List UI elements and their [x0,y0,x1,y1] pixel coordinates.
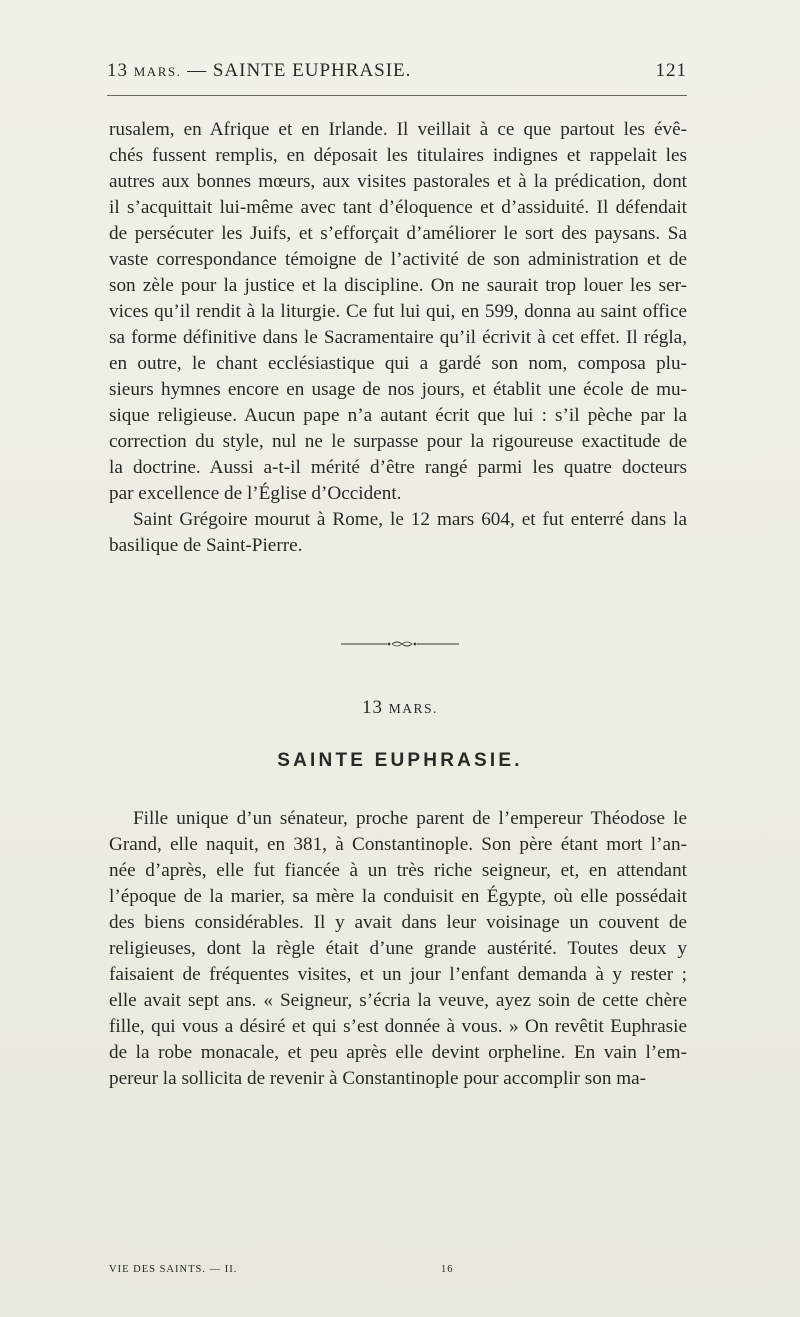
text-line: fille, qui vous a désiré et qui s’est donnée à vous. » On revêtit Euphrasie [109,1016,687,1037]
text-line: basilique de Saint-Pierre. [109,535,303,556]
section-divider-ornament [341,639,459,649]
text-line: en outre, le chant ecclésiastique qui a gardé son nom, composa plu- [109,353,687,374]
header-month: MARS. [133,64,182,79]
text-line: sique religieuse. Aucun pape n’a autant écrit que lui : s’il pèche par la [109,405,687,426]
text-line: religieuses, dont la règle était d’une grande austérité. Toutes deux y [109,938,687,959]
text-line: sa forme définitive dans le Sacramentaire qu’il écrivit à cet effet. Il régla, [109,327,687,348]
saint-title: SAINTE EUPHRASIE. [277,750,523,771]
header-day: 13 [107,60,128,81]
section-month: MARS. [388,701,438,716]
signature-mark: VIE DES SAINTS. — II. [109,1264,238,1275]
text-line: correction du style, nul ne le surpasse pour la rigoureuse exactitude de [109,431,687,452]
header-title: SAINTE EUPHRASIE. [212,60,412,81]
page-number: 121 [655,60,687,81]
text-line: de persécuter les Juifs, et s’efforçait d’améliorer le sort des paysans. Sa [109,223,687,244]
running-title [107,60,411,82]
text-line: par excellence de l’Église d’Occident. [109,483,402,504]
text-line: la doctrine. Aussi a-t-il mérité d’être rangé parmi les quatre docteurs [109,457,687,478]
text-line: vaste correspondance témoigne de l’activité de son administration et de [109,249,687,270]
text-line: faisaient de fréquentes visites, et un jour l’enfant demanda à y rester ; [109,964,687,985]
signature-number: 16 [441,1264,454,1275]
text-line: elle avait sept ans. « Seigneur, s’écria la veuve, ayez soin de cette chère [109,990,687,1011]
text-line: vices qu’il rendit à la liturgie. Ce fut lui qui, en 599, donna au saint office [109,301,687,322]
page-footer [109,1264,687,1280]
text-line: son zèle pour la justice et la discipline. On ne saurait trop louer les ser- [109,275,687,296]
text-line: autres aux bonnes mœurs, aux visites pastorales et à la prédication, dont [109,171,687,192]
section-date-heading [0,697,800,719]
text-line: chés fussent remplis, en déposait les titulaires indignes et rappelait les [109,145,687,166]
text-line: Saint Grégoire mourut à Rome, le 12 mars 604, et fut enterré dans la [133,509,687,530]
text-line: rusalem, en Afrique et en Irlande. Il veillait à ce que partout les évê- [109,119,687,140]
text-line: pereur la sollicita de revenir à Constantinople pour accomplir son ma- [109,1068,647,1089]
text-line: sieurs hymnes encore en usage de nos jours, et établit une école de mu- [109,379,687,400]
text-line: née d’après, elle fut fiancée à un très riche seigneur, et, en attendant [109,860,687,881]
running-header [107,60,687,84]
text-line: l’époque de la marier, sa mère la conduisit en Égypte, où elle possédait [109,886,687,907]
text-line: Fille unique d’un sénateur, proche parent de l’empereur Théodose le [133,808,687,829]
paragraph-euphrasia [109,806,687,1092]
text-line: Grand, elle naquit, en 381, à Constantinople. Son père étant mort l’an- [109,834,687,855]
header-rule [107,95,687,96]
paragraph-gregory-continuation [109,117,687,507]
text-line: des biens considérables. Il y avait dans leur voisinage un couvent de [109,912,687,933]
section-day: 13 [362,697,384,718]
header-separator: — [187,60,208,81]
text-line: il s’acquittait lui-même avec tant d’éloquence et d’assiduité. Il défendait [109,197,687,218]
paragraph-gregory-death [109,507,687,559]
text-line: de la robe monacale, et peu après elle devint orpheline. En vain l’em- [109,1042,687,1063]
